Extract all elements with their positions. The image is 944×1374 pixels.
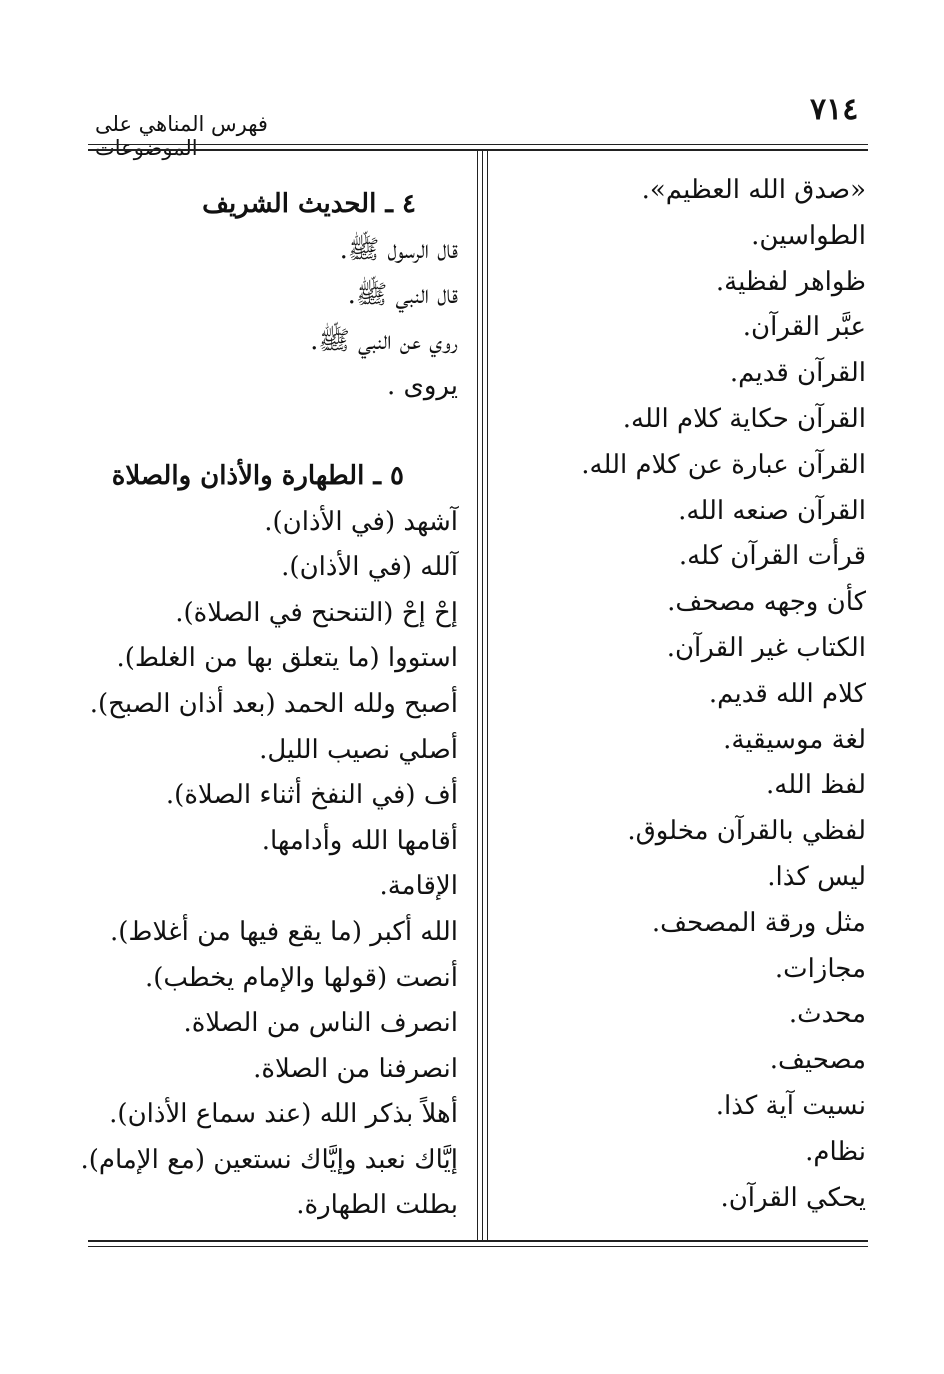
list-item: مجازات. — [774, 953, 866, 984]
list-item: يروى . — [386, 371, 458, 402]
list-item: أف (في النفخ أثناء الصلاة). — [165, 780, 458, 811]
list-item: يحكي القرآن. — [720, 1182, 866, 1213]
list-item: ظواهر لفظية. — [715, 266, 866, 297]
list-item: قال النبي ﷺ. — [347, 280, 458, 311]
list-item: بطلت الطهارة. — [296, 1190, 458, 1221]
list-item: عبَّر القرآن. — [742, 312, 866, 343]
list-item: لفظي بالقرآن مخلوق. — [627, 816, 866, 847]
list-item: أهلاً بذكر الله (عند سماع الأذان). — [109, 1099, 458, 1130]
list-item: أقامها الله وأدامها. — [261, 825, 458, 856]
list-item: استووا (ما يتعلق بها من الغلط). — [116, 643, 458, 674]
section-heading: ٥ ـ الطهارة والأذان والصلاة — [111, 460, 404, 491]
list-item: مصحيف. — [769, 1045, 866, 1076]
column-divider — [482, 150, 483, 1240]
running-title: فهرس المناهي على الموضوعات — [95, 112, 268, 160]
column-divider — [487, 150, 488, 1240]
list-item: أصبح ولله الحمد (بعد أذان الصبح). — [89, 688, 458, 719]
list-item: قال الرسول ﷺ. — [339, 234, 458, 265]
list-item: إحْ إحْ (التنحنح في الصلاة). — [175, 597, 458, 628]
left-column — [78, 182, 458, 1229]
list-item: الطواسين. — [751, 220, 866, 251]
list-item: آلله (في الأذان). — [281, 552, 458, 583]
list-item: أصلي نصيب الليل. — [259, 734, 458, 765]
list-item: قرأت القرآن كله. — [678, 541, 866, 572]
list-item: نسيت آية كذا. — [715, 1090, 866, 1121]
list-item: انصرفنا من الصلاة. — [253, 1053, 458, 1084]
page-number: ٧١٤ — [810, 92, 859, 127]
right-column — [506, 168, 866, 1221]
list-item: نظام. — [805, 1136, 866, 1167]
list-item: إيَّاك نعبد وإيَّاك نستعين (مع الإمام). — [80, 1144, 458, 1175]
list-item: روي عن النبي ﷺ. — [310, 325, 458, 356]
list-item: لفظ الله. — [766, 770, 866, 801]
footer-rule-thick — [88, 1240, 868, 1242]
footer-rule-thin — [88, 1246, 868, 1247]
header-rule-thin — [88, 144, 868, 145]
list-item: آشهد (في الأذان). — [264, 506, 458, 537]
list-item: لغة موسيقية. — [723, 724, 866, 755]
list-item: القرآن قديم. — [729, 358, 866, 389]
list-item: كلام الله قديم. — [708, 678, 866, 709]
list-item: «صدق الله العظيم». — [641, 175, 866, 205]
list-item: أنصت (قولها والإمام يخطب). — [144, 962, 458, 993]
list-item: انصرف الناس من الصلاة. — [183, 1008, 458, 1039]
list-item: القرآن عبارة عن كلام الله. — [581, 449, 866, 480]
list-item: مثل ورقة المصحف. — [651, 907, 866, 938]
list-item: كأن وجهه مصحف. — [667, 587, 866, 618]
list-item: الله أكبر (ما يقع فيها من أغلاط). — [110, 916, 458, 947]
column-divider — [477, 150, 478, 1240]
list-item: الكتاب غير القرآن. — [666, 632, 866, 663]
list-item: محدث. — [788, 999, 866, 1030]
section-spacer — [78, 410, 458, 454]
header-rule-thick — [88, 149, 868, 151]
list-item: ليس كذا. — [767, 861, 866, 892]
section-heading: ٤ ـ الحديث الشريف — [202, 189, 416, 219]
list-item: الإقامة. — [379, 871, 458, 902]
list-item: القرآن صنعه الله. — [678, 495, 866, 526]
list-item: القرآن حكاية كلام الله. — [622, 403, 866, 434]
